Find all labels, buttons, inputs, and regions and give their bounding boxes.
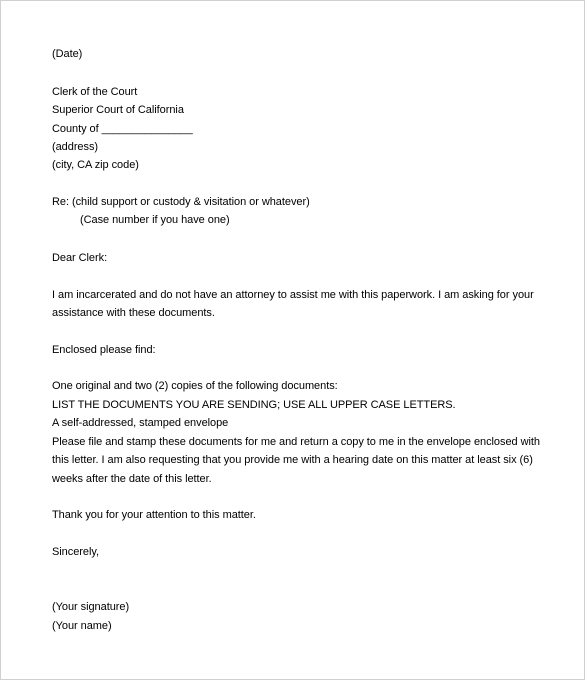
date-placeholder: (Date) [52,48,83,60]
salutation: Dear Clerk: [52,252,108,264]
recipient-line-2: Superior Court of California [52,104,184,116]
body-line-2: LIST THE DOCUMENTS YOU ARE SENDING; USE ALL UPPER CASE LETTERS. [52,399,456,411]
body-line-4: Please file and stamp these documents for me and return a copy to me in the envelope enclosed with [52,436,540,448]
paragraph-1-line-2: assistance with these documents. [52,307,215,319]
paragraph-1-line-1: I am incarcerated and do not have an attorney to assist me with this paperwork. I am asking for your [52,289,534,301]
recipient-line-3: County of _______________ [52,123,193,135]
body-line-3: A self-addressed, stamped envelope [52,417,229,429]
signature-placeholder: (Your signature) [52,601,130,613]
enclosed-heading: Enclosed please find: [52,344,156,356]
thanks-line: Thank you for your attention to this matter. [52,509,256,521]
recipient-line-1: Clerk of the Court [52,86,138,98]
re-line-1: Re: (child support or custody & visitation or whatever) [52,196,310,208]
body-line-5: this letter. I am also requesting that you provide me with a hearing date on this matter at least six (6) [52,454,533,466]
recipient-line-5: (city, CA zip code) [52,159,139,171]
recipient-line-4: (address) [52,141,99,153]
body-line-6: weeks after the date of this letter. [52,473,212,485]
re-line-2: (Case number if you have one) [80,214,230,226]
name-placeholder: (Your name) [52,620,112,632]
closing: Sincerely, [52,546,99,558]
body-line-1: One original and two (2) copies of the following documents: [52,380,338,392]
